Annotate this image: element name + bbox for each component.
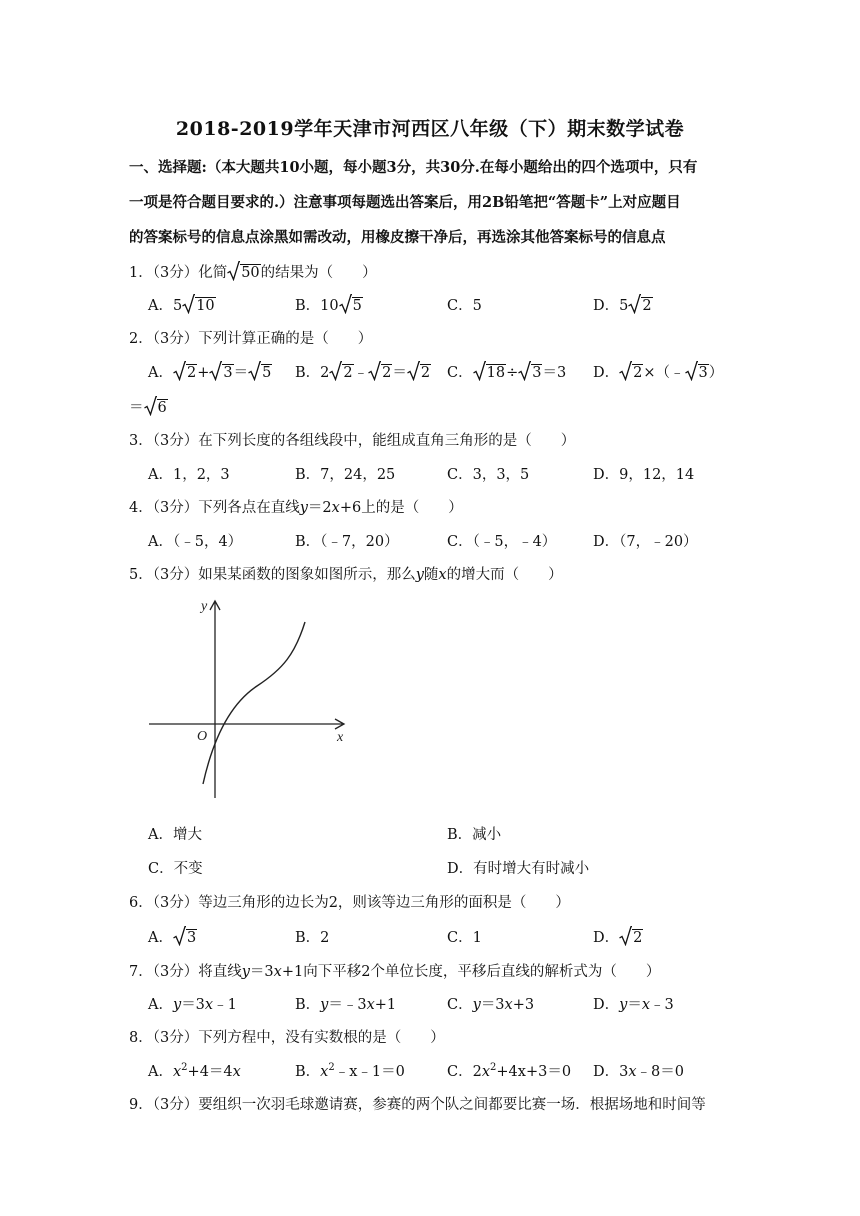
question-1-option-c: C．5 — [447, 298, 482, 314]
question-4-option-b: B．（﹣7，20） — [295, 534, 399, 550]
question-5-option-c: C．不变 — [148, 861, 203, 877]
function-graph — [145, 594, 355, 804]
question-5-option-a: A．增大 — [148, 827, 202, 843]
page-title: 2018-2019学年天津市河西区八年级（下）期末数学试卷 — [175, 118, 685, 140]
origin-label: O — [197, 729, 208, 744]
question-7-stem: 7．（3分）将直线y＝3x+1向下平移2个单位长度，平移后直线的解析式为（ ） — [129, 964, 661, 980]
section-instructions-line3: 的答案标号的信息点涂黑如需改动，用橡皮擦干净后，再选涂其他答案标号的信息点 — [129, 229, 666, 246]
question-2-option-b: B．2 2﹣ 2＝ 2 — [295, 361, 431, 382]
question-2-option-d-continued: ＝ 6 — [129, 396, 168, 417]
question-5-option-b: B．减小 — [447, 827, 502, 843]
question-1-option-b: B．10 5 — [295, 294, 363, 315]
y-axis-label: y — [201, 599, 208, 614]
question-4-option-d: D．（7，﹣20） — [593, 534, 698, 550]
question-1-stem: 1．（3分）化简 50的结果为（ ） — [129, 261, 377, 282]
section-instructions-line2: 一项是符合题目要求的.）注意事项每题选出答案后，用2B铅笔把“答题卡”上对应题目 — [129, 194, 681, 211]
question-7-option-d: D．y＝x﹣3 — [593, 997, 674, 1013]
question-3-option-b: B．7，24，25 — [295, 467, 396, 483]
question-7-option-a: A．y＝3x﹣1 — [148, 997, 237, 1013]
question-6-stem: 6．（3分）等边三角形的边长为2，则该等边三角形的面积是（ ） — [129, 895, 570, 911]
question-2-stem: 2．（3分）下列计算正确的是（ ） — [129, 331, 373, 347]
question-7-option-c: C．y＝3x+3 — [447, 997, 535, 1013]
question-8-option-b: B．$x^2﹣x﹣1=0$ — [295, 1062, 405, 1080]
question-9-stem: 9．（3分）要组织一次羽毛球邀请赛，参赛的两个队之间都要比赛一场．根据场地和时间等 — [129, 1097, 706, 1113]
question-4-stem: 4．（3分）下列各点在直线y＝2x+6上的是（ ） — [129, 500, 463, 516]
question-8-option-d: D．3x﹣8＝0 — [593, 1064, 684, 1080]
question-1-option-d: D．5 2 — [593, 294, 653, 315]
x-axis-label: x — [337, 730, 344, 745]
question-4-option-c: C．（﹣5，﹣4） — [447, 534, 557, 550]
question-6-option-d: D． 2 — [593, 926, 643, 947]
question-6-option-a: A． 3 — [148, 926, 197, 947]
question-7-option-b: B．y＝﹣3x+1 — [295, 997, 397, 1013]
radical: 50 — [227, 264, 260, 281]
question-4-option-a: A．（﹣5，4） — [148, 534, 243, 550]
question-5-option-d: D．有时增大有时减小 — [447, 861, 590, 877]
question-3-option-d: D．9，12，14 — [593, 467, 695, 483]
question-2-option-d: D． 2×（﹣ 3） — [593, 361, 723, 382]
question-2-option-a: A． 2+ 3＝ 5 — [148, 361, 272, 382]
question-8-stem: 8．（3分）下列方程中，没有实数根的是（ ） — [129, 1030, 445, 1046]
question-2-option-c: C． 18÷ 3＝3 — [447, 361, 566, 382]
question-8-option-a: A．$x^2+4=4x$ — [148, 1062, 241, 1080]
question-1-option-a: A．5 10 — [148, 294, 216, 315]
question-3-option-a: A．1，2，3 — [148, 467, 230, 483]
section-instructions-line1: 一、选择题:（本大题共10小题，每小题3分，共30分.在每小题给出的四个选项中，只有 — [129, 159, 698, 176]
function-curve — [203, 622, 305, 784]
question-6-option-b: B．2 — [295, 930, 330, 946]
question-3-stem: 3．（3分）在下列长度的各组线段中，能组成直角三角形的是（ ） — [129, 433, 576, 449]
question-3-option-c: C．3，3，5 — [447, 467, 530, 483]
question-6-option-c: C．1 — [447, 930, 482, 946]
question-5-stem: 5．（3分）如果某函数的图象如图所示，那么y随x的增大而（ ） — [129, 567, 563, 583]
question-8-option-c: C．$2x^2+4x+3=0$ — [447, 1062, 572, 1080]
